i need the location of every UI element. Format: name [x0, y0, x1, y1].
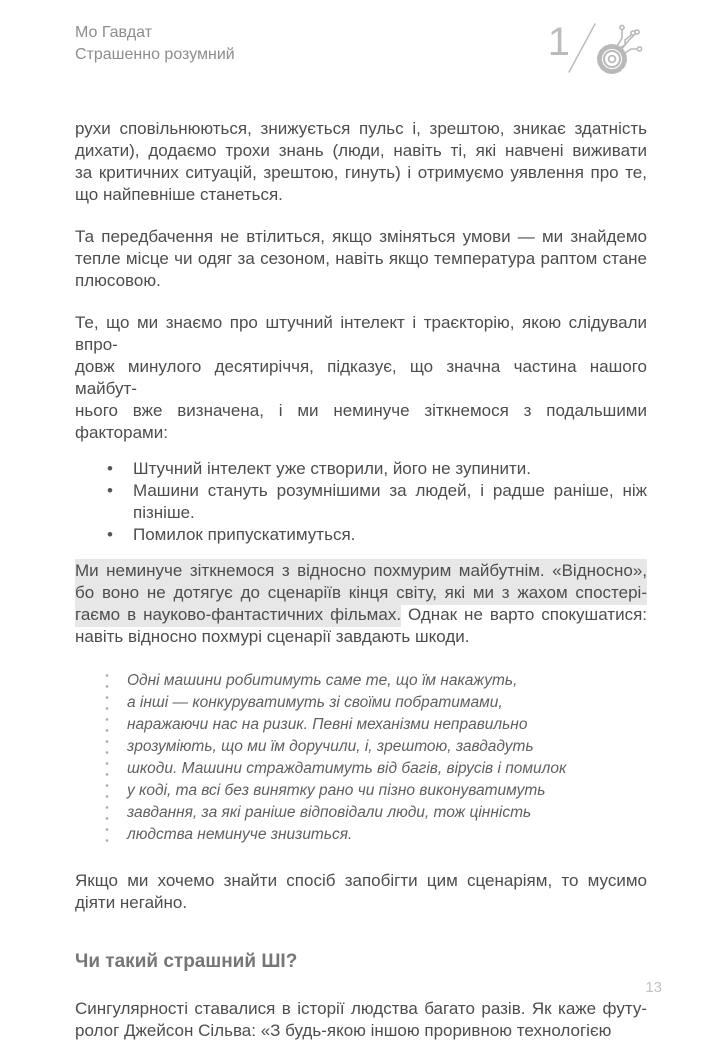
chapter-number: 1 — [547, 20, 569, 64]
chapter-marker — [548, 18, 647, 76]
author-name: Мо Гавдат — [75, 24, 153, 41]
list-item-text — [133, 524, 647, 546]
paragraph-highlighted — [75, 560, 647, 648]
text-line: шкоди. Машини страждатимуть від багів, вірусів і помилок — [127, 760, 567, 777]
quote-block — [105, 668, 647, 848]
text-line: зрозуміють, що ми їм доручили, і, зрештою, завдадуть — [127, 738, 534, 755]
text-line: Машини стануть розумнішими за людей, і радше раніше, ніж — [133, 481, 647, 500]
text-line: Одні машини робитимуть саме те, що їм накажуть, — [127, 672, 518, 689]
paragraph-2 — [75, 226, 647, 292]
book-title: Страшенно розумний — [75, 46, 235, 63]
text-line: Сингулярності ставалися в історії людства багато разів. Як каже футу- — [75, 999, 647, 1018]
highlighted-text: гаємо в науково-фантастичних фільмах. — [75, 603, 401, 627]
section-heading: Чи такий страшний ШІ? — [75, 951, 298, 972]
list-item-text — [133, 480, 647, 524]
text-line: Та передбачення не втілиться, якщо зміняться умови — ми знайдемо — [75, 227, 647, 246]
running-head — [75, 22, 235, 66]
text-line: Помилок припускатимуться. — [133, 525, 356, 544]
text-line — [75, 626, 647, 648]
text-line: Те, що ми знаємо про штучний інтелект і траєкторію, якою слідували впро- — [75, 313, 647, 354]
list-item — [75, 480, 647, 524]
text-line: а інші — конкуруватимуть зі своїми побратимами, — [127, 694, 503, 711]
text-line: тепле місце чи одяг за сезоном, навіть якщо температура раптом стане — [75, 249, 647, 268]
paragraph-3 — [75, 312, 647, 444]
page-header — [75, 22, 647, 76]
body-text: навіть відносно похмурі сценарії завдають шкоди. — [75, 627, 470, 646]
paragraph-1 — [75, 118, 647, 206]
key-points-list — [75, 458, 647, 546]
text-line: рухи сповільнюються, знижується пульс і, зрештою, зникає здатність — [75, 119, 647, 138]
text-line: наражаючи нас на ризик. Певні механізми неправильно — [127, 716, 528, 733]
text-line: людства неминуче знизиться. — [127, 826, 353, 843]
text-line: ролог Джейсон Сільва: «З будь-якою іншою проривною технологією — [75, 1021, 612, 1040]
bullet-icon: • — [107, 481, 113, 500]
bullet-icon: • — [107, 525, 113, 544]
text-line: Штучний інтелект уже створили, його не зупинити. — [133, 459, 532, 478]
page-body — [75, 118, 647, 1042]
highlighted-text: Ми неминуче зіткнемося з відносно похмурим майбутнім. «Відносно», — [75, 559, 647, 583]
text-line: пізніше. — [133, 503, 195, 522]
text-line: що найпевніше станеться. — [75, 185, 283, 204]
text-line: за критичних ситуацій, зрештою, гинуть) і отримуємо уявлення про те, — [75, 163, 647, 182]
text-line: діяти негайно. — [75, 893, 188, 912]
text-line — [75, 604, 647, 626]
text-line: Якщо ми хочемо знайти спосіб запобігти цим сценаріям, то мусимо — [75, 871, 647, 890]
bullet-icon: • — [107, 459, 113, 478]
text-line: плюсовою. — [75, 271, 161, 290]
text-line: дихати), додаємо трохи знань (люди, навіть ті, які навчені виживати — [75, 141, 647, 160]
text-line: завдання, за які раніше відповідали люди, тож цінність — [127, 804, 532, 821]
list-item — [75, 458, 647, 480]
list-item-text — [133, 458, 647, 480]
page-number: 13 — [645, 979, 662, 996]
text-line — [75, 560, 647, 582]
text-line: довж минулого десятиріччя, підказує, що значна частина нашого майбут- — [75, 357, 647, 398]
text-line: нього вже визначена, і ми неминуче зіткнемося з подальшими факторами: — [75, 401, 647, 442]
highlighted-text: бо воно не дотягує до сценаріїв кінця світу, які ми з жахом спостері- — [75, 581, 647, 605]
paragraph-5 — [75, 870, 647, 914]
body-text: Однак не варто спокушатися: — [401, 605, 647, 624]
text-line — [75, 582, 647, 604]
list-item — [75, 524, 647, 546]
circuit-gear-icon — [565, 18, 647, 76]
paragraph-6 — [75, 998, 647, 1042]
text-line: у коді, та всі без винятку рано чи пізно виконуватимуть — [127, 782, 546, 799]
